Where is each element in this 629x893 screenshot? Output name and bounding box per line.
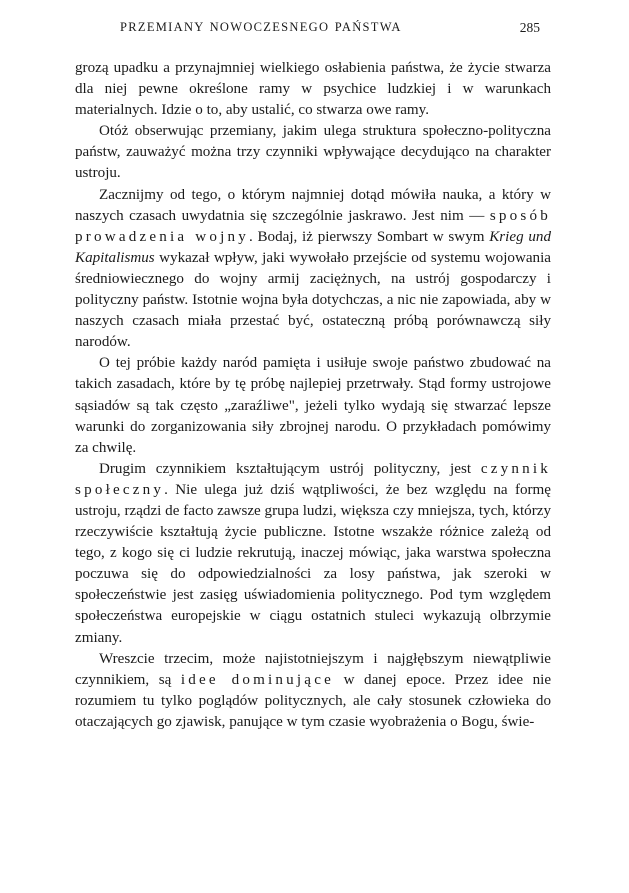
paragraph: Zacznijmy od tego, o którym najmniej dotąd mówiła nauka, a który w naszych czasach uwydatnia się szczególnie jaskrawo. Jest nim — sposób prowadzenia wojny. Bodaj, iż pierwszy Sombart w swym Krieg und Kapitalismus wykazał wpływ, jaki wywołało przejście od systemu wojowania średniowiecznego do wojny armij zaciężnych, na ustrój gospodarczy i polityczny państw. Istotnie wojna była dotychczas, a nic nie zapowiada, aby w naszych czasach miała przestać być, ostateczną próbą porównawczą siły narodów.: [75, 186, 551, 351]
paragraph: grozą upadku a przynajmniej wielkiego osłabienia państwa, że życie stwarza dla niej pewne określone ramy w psychice ludzkiej i w warunkach materialnych. Idzie o to, aby ustalić, co stwarza owe ramy.: [75, 60, 551, 119]
emphasis-spaced: czynnik społeczny: [75, 460, 551, 498]
paragraph: Otóż obserwując przemiany, jakim ulega struktura społeczno-polityczna państw, zauważyć można trzy czynniki wpływające decydująco na charakter ustroju.: [75, 123, 551, 182]
paragraph: Wreszcie trzecim, może najistotniejszym i najgłębszym niewątpliwie czynnikiem, są idee dominujące w danej epoce. Przez idee nie rozumiem tu tylko poglądów politycznych, ale cały stosunek człowieka do otaczających go zjawisk, panujące w tym czasie wyobrażenia o Bogu, świe-: [75, 650, 552, 730]
running-title: PRZEMIANY NOWOCZESNEGO PAŃSTWA: [120, 20, 402, 34]
paragraph: Drugim czynnikiem kształtującym ustrój polityczny, jest czynnik społeczny. Nie ulega już dziś wątpliwości, że bez względu na formę ustroju, rządzi de facto zawsze grupa ludzi, większa czy mniejsza, tych, którzy rzeczywiście kształtują życie publiczne. Istotne wszakże różnice zależą od tego, z kogo się ci ludzie rekrutują, inaczej mówiąc, jaka warstwa społeczna poczuwa się do odpowiedzialności za losy państwa, jak szeroki w społeczeństwie jest zasięg uświadomienia politycznego. Pod tym względem społeczeństwa europejskie w ciągu ostatnich stuleci wykazują olbrzymie zmiany.: [75, 460, 551, 646]
body-text: [75, 58, 551, 733]
page-header: [120, 20, 540, 40]
emphasis-spaced: idee dominujące: [180, 671, 335, 688]
page-number: 285: [519, 20, 540, 35]
paragraph: O tej próbie każdy naród pamięta i usiłuje swoje państwo zbudować na takich zasadach, które by tę próbę najlepiej przetrwały. Stąd formy ustrojowe sąsiadów są tak często „zaraźliwe", jeżeli tylko wydają się stwarzać lepsze warunki do zorganizowania siły zbrojnej narodu. O przykładach pomówimy za chwilę.: [75, 355, 551, 456]
emphasis-spaced: sposób prowadzenia wojny: [75, 207, 551, 245]
book-title: Krieg und Kapitalismus: [75, 228, 551, 266]
